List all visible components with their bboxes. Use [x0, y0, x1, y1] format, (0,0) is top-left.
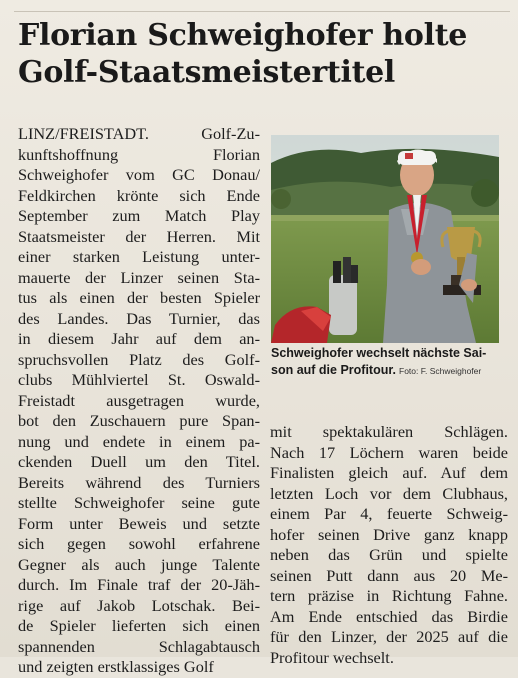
article-text-line: Gegner als auch junge Talente	[18, 554, 260, 574]
article-text-line: einer starken Leistung unter-	[18, 247, 260, 266]
article-text-line: bot den Zuschauern pure Span-	[18, 411, 260, 430]
headline-line: Golf-Staatsmeistertitel	[18, 55, 396, 90]
article-text-line: Finalisten gleich auf. Auf dem	[270, 463, 508, 482]
article-column-right	[270, 422, 508, 668]
article-text-line: spruchsvollen Platz des Golf-	[18, 349, 260, 369]
article-text-line: September zum Match Play	[18, 206, 260, 225]
article-text-line: mit spektakulären Schlägen.	[270, 422, 508, 441]
article-column-left	[18, 124, 260, 678]
photo-golfer-with-trophy	[271, 135, 499, 343]
article-text-line: rige auf Jakob Lotschak. Bei-	[18, 595, 260, 615]
article-photo	[271, 135, 499, 343]
article-text-line: Feldkirchen krönte sich Ende	[18, 185, 260, 205]
article-text-line: Staatsmeister der Herren. Mit	[18, 226, 260, 246]
article-text-line: neben das Grün und spielte	[270, 545, 508, 564]
article-text-line: spannenden Schlagabtausch	[18, 636, 260, 656]
article-text-line: und zeigten erstklassiges Golf	[18, 657, 214, 676]
article-text-line: tern präzise in Richtung Fahne.	[270, 586, 508, 605]
article-text-line: für den Linzer, der 2025 auf die	[270, 627, 508, 646]
article-text-line: Freistadt ausgetragen wurde,	[18, 390, 260, 410]
article-text-line: kunftshoffnung Florian	[18, 144, 260, 164]
article-text-line: letzten Loch vor dem Clubhaus,	[270, 483, 508, 503]
article-text-line: Schweighofer vom GC Donau/	[18, 165, 260, 184]
article-text-line: sich gegen sowohl erfahrene	[18, 534, 260, 553]
article-text-line: Profitour wechselt.	[270, 647, 394, 667]
caption-line: son auf die Profitour.	[271, 363, 397, 377]
article-text-line: stellte Schweighofer seine gute	[18, 493, 260, 512]
article-text-line: in diesem Jahr auf dem an-	[18, 329, 260, 348]
article-text-line: hofer seinen Drive ganz knapp	[270, 524, 508, 544]
headline-line: Florian Schweighofer holte	[18, 18, 468, 53]
photo-caption	[271, 345, 503, 380]
article-text-line: ckenden Duell um den Titel.	[18, 452, 260, 471]
article-text-line: Nach 17 Löchern waren beide	[270, 442, 508, 462]
article-text-line: einem Par 4, feuerte Schweig-	[270, 504, 508, 523]
article-text-line: nung und endete in einem pa-	[18, 431, 260, 451]
article-text-line: LINZ/FREISTADT. Golf-Zu-	[18, 124, 260, 143]
article-text-line: mauerte der Linzer seinen Sta-	[18, 267, 260, 287]
article-text-line: seinen Putt dann aus 20 Me-	[270, 565, 508, 585]
article-text-line: Am Ende entschied das Birdie	[270, 606, 508, 626]
article-text-line: Bereits während des Turniers	[18, 472, 260, 492]
article-text-line: des Landes. Das Turnier, das	[18, 308, 260, 328]
article-text-line: durch. Im Finale traf der 20-Jäh-	[18, 575, 260, 594]
photo-credit: Foto: F. Schweighofer	[399, 366, 482, 376]
article-text-line: tus als einen der besten Spieler	[18, 288, 260, 307]
caption-line: Schweighofer wechselt nächste Sai-	[271, 346, 487, 360]
article-text-line: clubs Mühlviertel St. Oswald-	[18, 370, 260, 389]
article-text-line: de Spieler lieferten sich einen	[18, 616, 260, 635]
article-text-line: Form unter Beweis und setzte	[18, 513, 260, 533]
top-rule	[14, 11, 510, 12]
headline	[18, 17, 510, 91]
